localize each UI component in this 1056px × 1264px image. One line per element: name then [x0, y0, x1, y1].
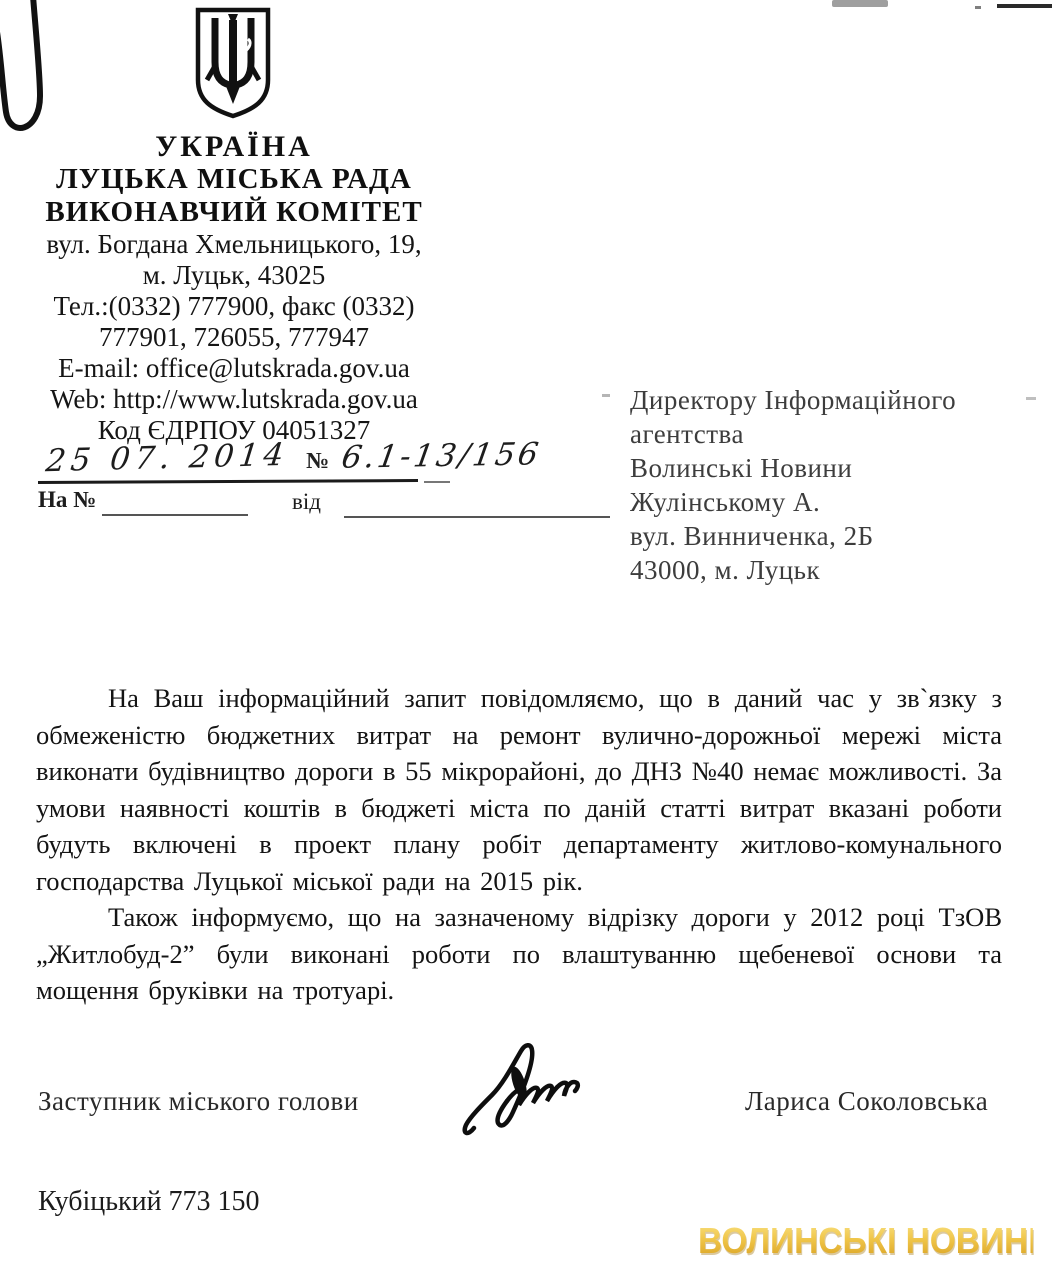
recipient-block	[630, 383, 1020, 587]
scan-line-mark	[997, 4, 1052, 8]
recipient-line: агентства	[630, 419, 744, 449]
recipient-line: Жулінському А.	[630, 487, 821, 517]
recipient-line: Директору Інформаційного	[630, 385, 957, 415]
handwritten-ref-number: 6.1-13/156	[339, 436, 544, 476]
letter-body	[36, 680, 1002, 1009]
org-name-line1: ЛУЦЬКА МІСЬКА РАДА	[56, 163, 412, 195]
recipient-line: Волинські Новини	[630, 453, 853, 483]
org-phone-line1: Тел.:(0332) 777900, факс (0332)	[53, 291, 415, 321]
org-address-line1: вул. Богдана Хмельницького, 19,	[46, 229, 422, 259]
org-edrpou-code: Код ЄДРПОУ 04051327	[97, 415, 371, 445]
ref-underline	[38, 479, 418, 484]
executor-contact: Кубіцький 773 150	[38, 1186, 260, 1217]
ukraine-trident-emblem-icon	[193, 6, 273, 120]
body-paragraph-1: На Ваш інформаційний запит повідомляємо, що в даний час у зв`язку з обмеженістю бюджетних витрат на ремонт вулично-дорожньої мережі міста виконати будівництво дороги в 55 мікрорайоні, до ДНЗ №40 немає можливості. За умови наявності коштів в бюджеті міста по даній статті витрат вказані роботи будуть включені в проект плану робіт департаменту житлово-комунального господарства Луцької міської ради на 2015 рік.	[36, 683, 1002, 896]
signer-title: Заступник міського голови	[38, 1086, 359, 1116]
org-name-line2: ВИКОНАВЧИЙ КОМІТЕТ	[45, 196, 423, 228]
signer-name: Лариса Соколовська	[745, 1086, 989, 1116]
recipient-line: 43000, м. Луцьк	[630, 555, 821, 585]
letterhead	[8, 130, 460, 446]
ref-number-sign: №	[306, 448, 330, 473]
body-paragraph-2: Також інформуємо, що на зазначеному відрізку дороги у 2012 році ТзОВ „Житлобуд-2” були виконані роботи по влаштуванню щебеневої основи та мощення бруківки на тротуарі.	[36, 902, 1002, 1005]
reply-ref-label: На №	[38, 487, 97, 512]
country-name: УКРАЇНА	[155, 130, 313, 163]
scan-dash-right	[1026, 397, 1036, 400]
reply-date-label: від	[292, 489, 321, 514]
news-agency-watermark: ВОЛИНСЬКІ НОВИНИ	[698, 1220, 1053, 1261]
scan-dot	[975, 6, 981, 9]
ref-underline-tail	[424, 481, 450, 483]
org-website: Web: http://www.lutskrada.gov.ua	[50, 384, 418, 414]
scan-dash-left	[602, 394, 610, 397]
org-phone-line2: 777901, 726055, 777947	[99, 322, 369, 352]
handwritten-signature	[460, 1028, 615, 1153]
reply-date-blank-line	[344, 516, 610, 518]
org-address-line2: м. Луцьк, 43025	[142, 260, 326, 290]
recipient-line: вул. Винниченка, 2Б	[630, 521, 874, 551]
handwritten-date: 25 07. 2014	[43, 436, 291, 480]
scan-smudge	[832, 0, 888, 7]
org-email: E-mail: office@lutskrada.gov.ua	[58, 353, 410, 383]
reply-number-blank-line	[102, 514, 248, 516]
